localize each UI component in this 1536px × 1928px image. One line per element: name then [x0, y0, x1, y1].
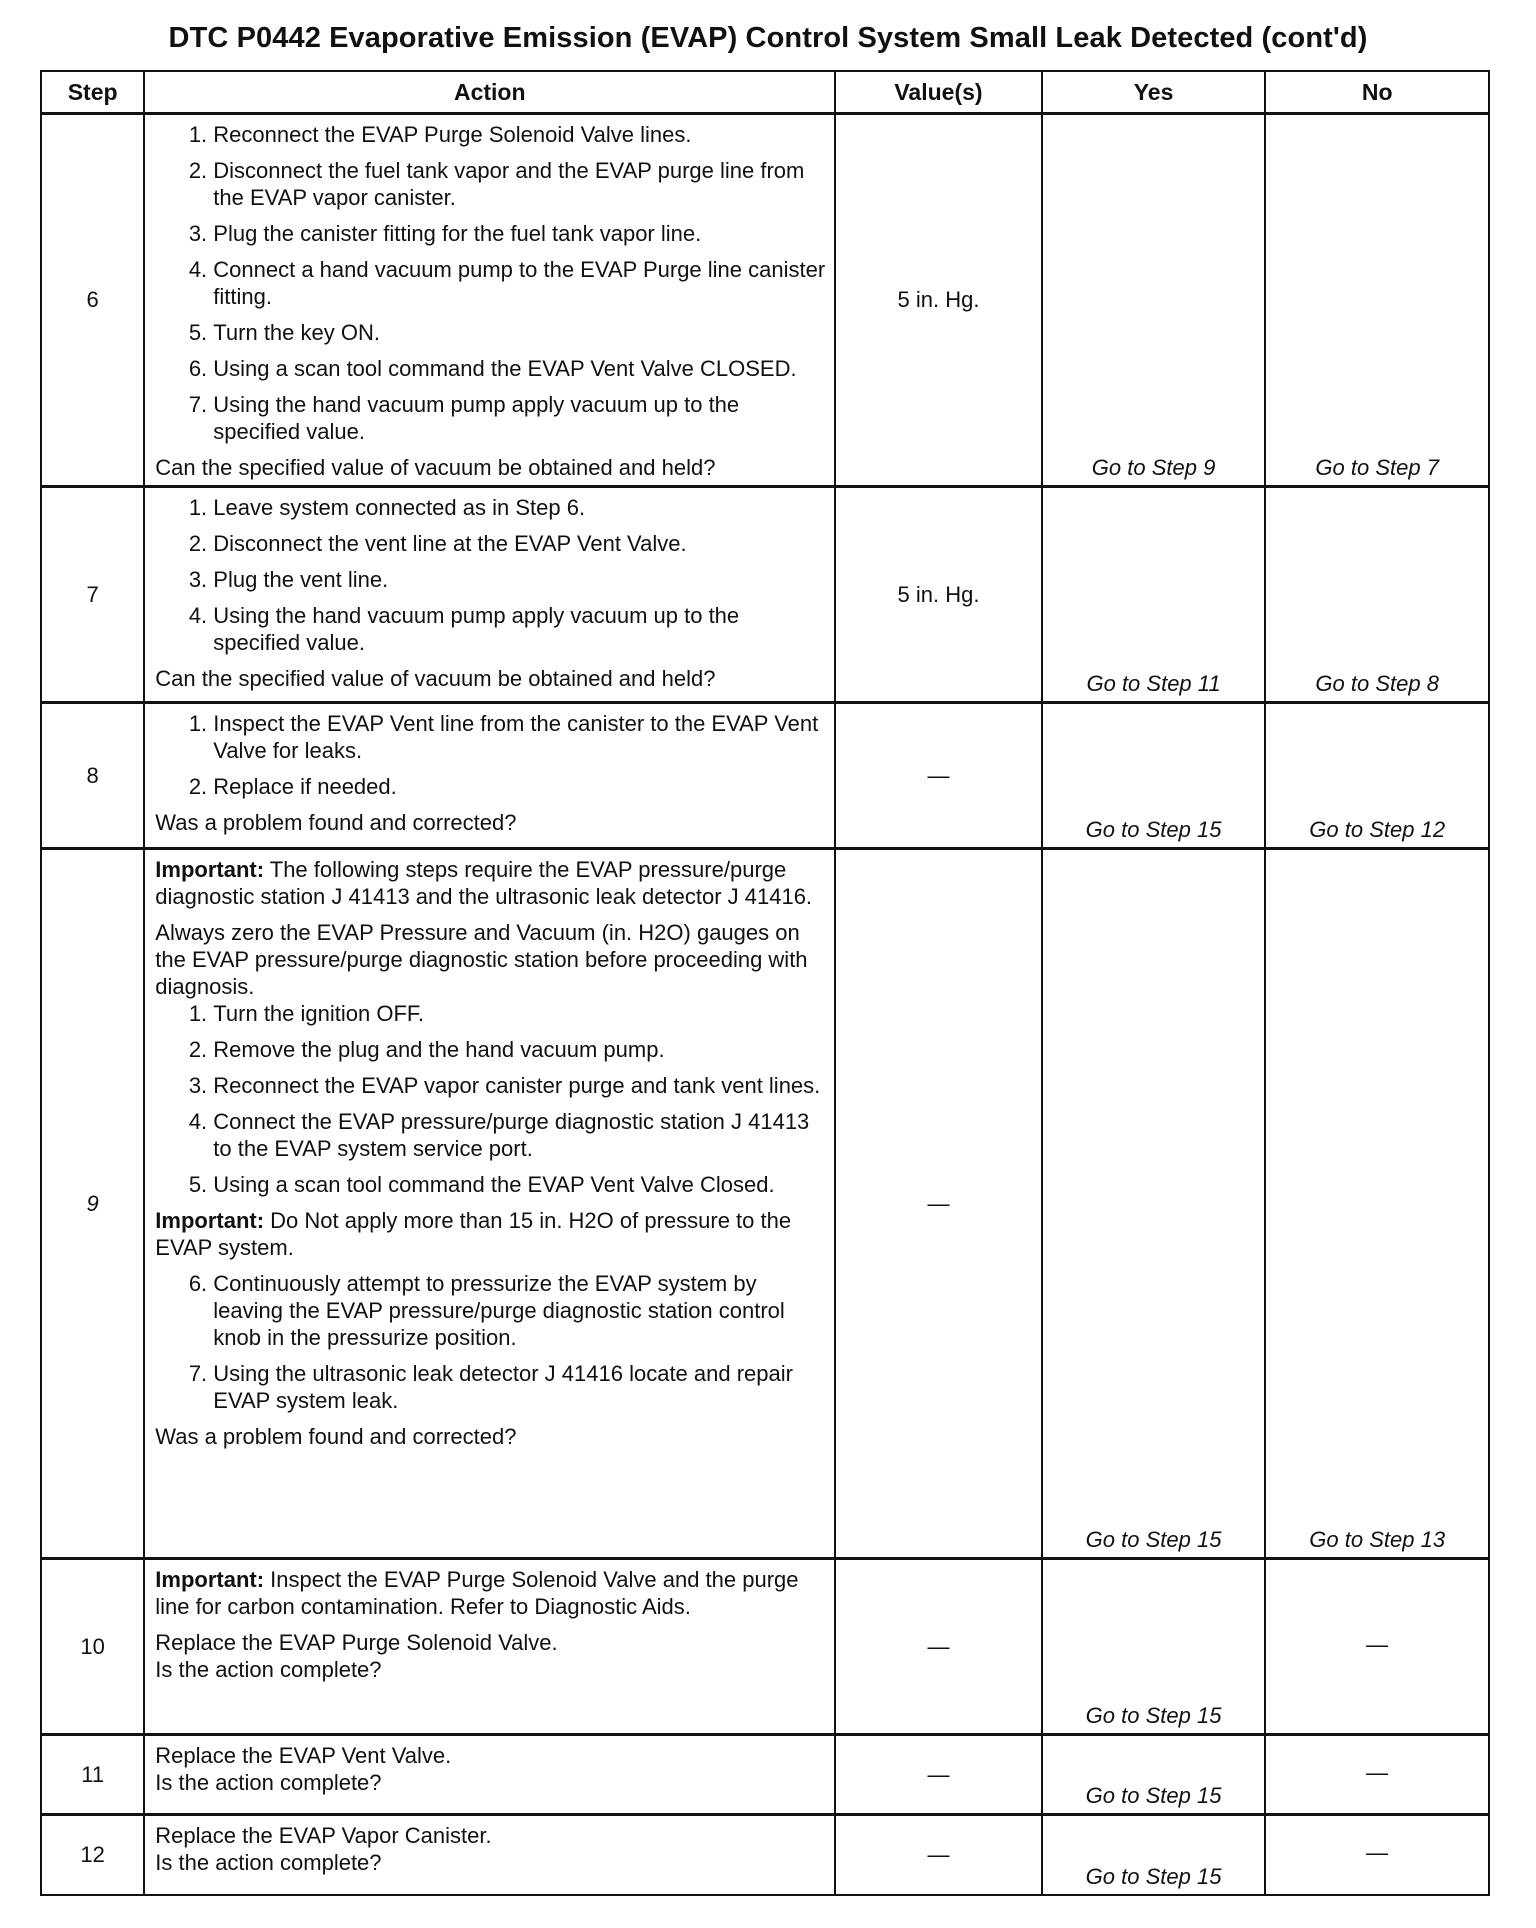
- action-cell: [144, 487, 835, 703]
- value-cell: 5 in. Hg.: [835, 487, 1042, 703]
- question: Can the specified value of vacuum be obtained and held?: [155, 666, 716, 691]
- value-cell: —: [835, 1735, 1042, 1815]
- header-no: No: [1265, 71, 1489, 114]
- question: Can the specified value of vacuum be obtained and held?: [155, 455, 716, 480]
- important-text: The following steps require the EVAP pressure/purge diagnostic station J 41413 and the ultrasonic leak detector J 41416.: [155, 857, 813, 909]
- list-item: 2. Replace if needed.: [213, 773, 826, 800]
- question: Was a problem found and corrected?: [155, 810, 517, 835]
- list-item: 1. Inspect the EVAP Vent line from the canister to the EVAP Vent Valve for leaks.: [213, 710, 826, 764]
- header-values: Value(s): [835, 71, 1042, 114]
- diagnostic-table: [40, 70, 1490, 1896]
- header-action: Action: [144, 71, 835, 114]
- step-number: 6: [41, 114, 144, 487]
- step-number: 12: [41, 1815, 144, 1895]
- no-cell: —: [1265, 1559, 1489, 1735]
- list-item: 7. Using the ultrasonic leak detector J 41416 locate and repair EVAP system leak.: [213, 1360, 826, 1414]
- list-item: 6. Continuously attempt to pressurize the EVAP system by leaving the EVAP pressure/purge diagnostic station control knob in the pressurize position.: [213, 1270, 826, 1351]
- list-item: 1. Leave system connected as in Step 6.: [213, 494, 826, 521]
- list-item: 2. Remove the plug and the hand vacuum pump.: [213, 1036, 826, 1063]
- table-row: [41, 703, 1489, 849]
- question: Is the action complete?: [155, 1770, 382, 1795]
- header-yes: Yes: [1042, 71, 1266, 114]
- no-cell: Go to Step 12: [1265, 703, 1489, 849]
- important-note: [155, 1566, 826, 1620]
- list-item: 3. Plug the canister fitting for the fuel tank vapor line.: [213, 220, 826, 247]
- list-item: 2. Disconnect the vent line at the EVAP Vent Valve.: [213, 530, 826, 557]
- yes-cell: Go to Step 15: [1042, 703, 1266, 849]
- list-item: 1. Turn the ignition OFF.: [213, 1000, 826, 1027]
- action-cell: [144, 1815, 835, 1895]
- list-item: 4. Using the hand vacuum pump apply vacuum up to the specified value.: [213, 602, 826, 656]
- header-step: Step: [41, 71, 144, 114]
- page-title: DTC P0442 Evaporative Emission (EVAP) Control System Small Leak Detected (cont'd): [168, 22, 1368, 54]
- yes-cell: Go to Step 9: [1042, 114, 1266, 487]
- yes-cell: Go to Step 15: [1042, 1735, 1266, 1815]
- list-item: 4. Connect a hand vacuum pump to the EVAP Purge line canister fitting.: [213, 256, 826, 310]
- value-cell: —: [835, 849, 1042, 1559]
- action-line: Replace the EVAP Vent Valve.: [155, 1743, 452, 1768]
- table-row: [41, 1559, 1489, 1735]
- action-list: [155, 710, 826, 800]
- step-number: 8: [41, 703, 144, 849]
- question: Is the action complete?: [155, 1850, 382, 1875]
- list-item: 1. Reconnect the EVAP Purge Solenoid Valve lines.: [213, 121, 826, 148]
- table-row: [41, 114, 1489, 487]
- yes-cell: Go to Step 15: [1042, 1815, 1266, 1895]
- table-row: [41, 487, 1489, 703]
- table-row: [41, 1735, 1489, 1815]
- step-number: 9: [41, 849, 144, 1559]
- list-item: 3. Plug the vent line.: [213, 566, 826, 593]
- important-text: Inspect the EVAP Purge Solenoid Valve and the purge line for carbon contamination. Refer to Diagnostic Aids.: [155, 1567, 799, 1619]
- header-row: [41, 71, 1489, 114]
- important-label: Important:: [155, 1208, 265, 1233]
- action-line: Replace the EVAP Vapor Canister.: [155, 1823, 492, 1848]
- list-item: 5. Turn the key ON.: [213, 319, 826, 346]
- value-cell: —: [835, 703, 1042, 849]
- important-label: Important:: [155, 857, 265, 882]
- action-cell: [144, 114, 835, 487]
- no-cell: —: [1265, 1735, 1489, 1815]
- important-note: [155, 856, 826, 910]
- question: Is the action complete?: [155, 1657, 382, 1682]
- list-item: 4. Connect the EVAP pressure/purge diagnostic station J 41413 to the EVAP system service port.: [213, 1108, 826, 1162]
- action-cell: [144, 703, 835, 849]
- action-cell: [144, 1735, 835, 1815]
- yes-cell: Go to Step 15: [1042, 849, 1266, 1559]
- no-cell: —: [1265, 1815, 1489, 1895]
- table-row: [41, 1815, 1489, 1895]
- value-cell: —: [835, 1559, 1042, 1735]
- yes-cell: Go to Step 15: [1042, 1559, 1266, 1735]
- action-line: Replace the EVAP Purge Solenoid Valve.: [155, 1630, 558, 1655]
- action-list: [155, 494, 826, 656]
- question: Was a problem found and corrected?: [155, 1424, 517, 1449]
- list-item: 5. Using a scan tool command the EVAP Vent Valve Closed.: [213, 1171, 826, 1198]
- step-number: 10: [41, 1559, 144, 1735]
- action-cell: [144, 849, 835, 1559]
- action-list: [155, 1000, 826, 1198]
- table-row: [41, 849, 1489, 1559]
- value-cell: 5 in. Hg.: [835, 114, 1042, 487]
- yes-cell: Go to Step 11: [1042, 487, 1266, 703]
- note-text: Always zero the EVAP Pressure and Vacuum (in. H2O) gauges on the EVAP pressure/purge diagnostic station before proceeding with diagnosis.: [155, 920, 808, 999]
- value-cell: —: [835, 1815, 1042, 1895]
- list-item: 7. Using the hand vacuum pump apply vacuum up to the specified value.: [213, 391, 826, 445]
- action-list: [155, 1270, 826, 1414]
- no-cell: Go to Step 13: [1265, 849, 1489, 1559]
- action-cell: [144, 1559, 835, 1735]
- no-cell: Go to Step 8: [1265, 487, 1489, 703]
- action-list: [155, 121, 826, 445]
- important-note: [155, 1207, 826, 1261]
- no-cell: Go to Step 7: [1265, 114, 1489, 487]
- list-item: 2. Disconnect the fuel tank vapor and the EVAP purge line from the EVAP vapor canister.: [213, 157, 826, 211]
- list-item: 3. Reconnect the EVAP vapor canister purge and tank vent lines.: [213, 1072, 826, 1099]
- step-number: 11: [41, 1735, 144, 1815]
- important-text: Do Not apply more than 15 in. H2O of pressure to the EVAP system.: [155, 1208, 792, 1260]
- step-number: 7: [41, 487, 144, 703]
- important-label: Important:: [155, 1567, 265, 1592]
- list-item: 6. Using a scan tool command the EVAP Vent Valve CLOSED.: [213, 355, 826, 382]
